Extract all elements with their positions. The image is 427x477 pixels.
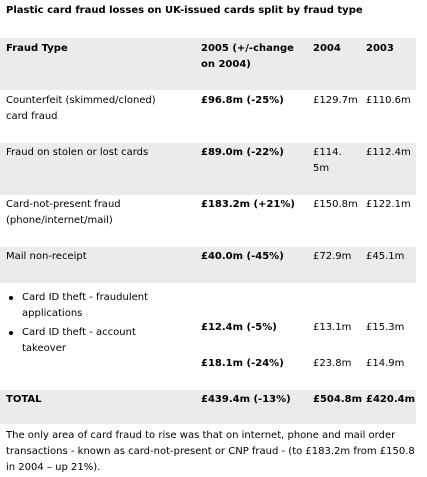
row-cnp-label-line1: Card-not-present fraud [6,199,121,210]
header-2004: 2004 [313,43,341,54]
row-counterfeit-2003: £110.6m [366,95,411,106]
row-counterfeit-label-line1: Counterfeit (skimmed/cloned) [6,95,156,106]
row-cnp-2003: £122.1m [366,199,411,210]
row-counterfeit-label-line2: card fraud [6,111,58,122]
header-2005-line1: 2005 (+/-change [201,43,294,54]
row-mail-2003: £45.1m [366,251,405,262]
row-cnp-2004: £150.8m [313,199,358,210]
card-id-item1-line2: applications [22,308,83,319]
table-title: Plastic card fraud losses on UK-issued cards split by fraud type [6,5,363,16]
header-2005-line2: on 2004) [201,59,251,70]
row-mail-label: Mail non-receipt [6,251,87,262]
card-id-row2-2003: £14.9m [366,358,405,369]
row-stolen-lost-2005: £89.0m (-22%) [201,147,284,158]
row-stolen-lost-2003: £112.4m [366,147,411,158]
card-id-item2-line1: Card ID theft - account [22,327,136,338]
total-label: TOTAL [6,394,42,405]
card-id-row1-2005: £12.4m (-5%) [201,322,277,333]
row-stolen-lost-2004-line1: £114. [313,147,342,158]
row-stolen-lost-2004-line2: 5m [313,163,330,174]
row-counterfeit-2004: £129.7m [313,95,358,106]
card-id-row2-2004: £23.8m [313,358,352,369]
row-cnp-label-line2: (phone/internet/mail) [6,215,113,226]
row-stolen-lost-label: Fraud on stolen or lost cards [6,147,149,158]
total-2004: £504.8m [313,394,363,405]
row-mail-2005: £40.0m (-45%) [201,251,284,262]
card-id-item1-line1: Card ID theft - fraudulent [22,292,149,303]
total-2003: £420.4m [366,394,416,405]
row-counterfeit-2005: £96.8m (-25%) [201,95,284,106]
row-mail-2004: £72.9m [313,251,352,262]
card-id-row1-2003: £15.3m [366,322,405,333]
card-id-row1-2004: £13.1m [313,322,352,333]
row-cnp-2005: £183.2m (+21%) [201,199,295,210]
card-id-item2-line2: takeover [22,343,66,354]
total-2005: £439.4m (-13%) [201,394,291,405]
footer-note: The only area of card fraud to rise was that on internet, phone and mail order transactions - known as card-not-present or CNP fraud - (to £183.2m from £150.8 in 2004 – up 21%). [6,430,415,473]
bullet-icon [9,296,13,300]
header-fraud-type: Fraud Type [6,43,68,54]
header-2003: 2003 [366,43,394,54]
card-id-row2-2005: £18.1m (-24%) [201,358,284,369]
bullet-icon [9,331,13,335]
